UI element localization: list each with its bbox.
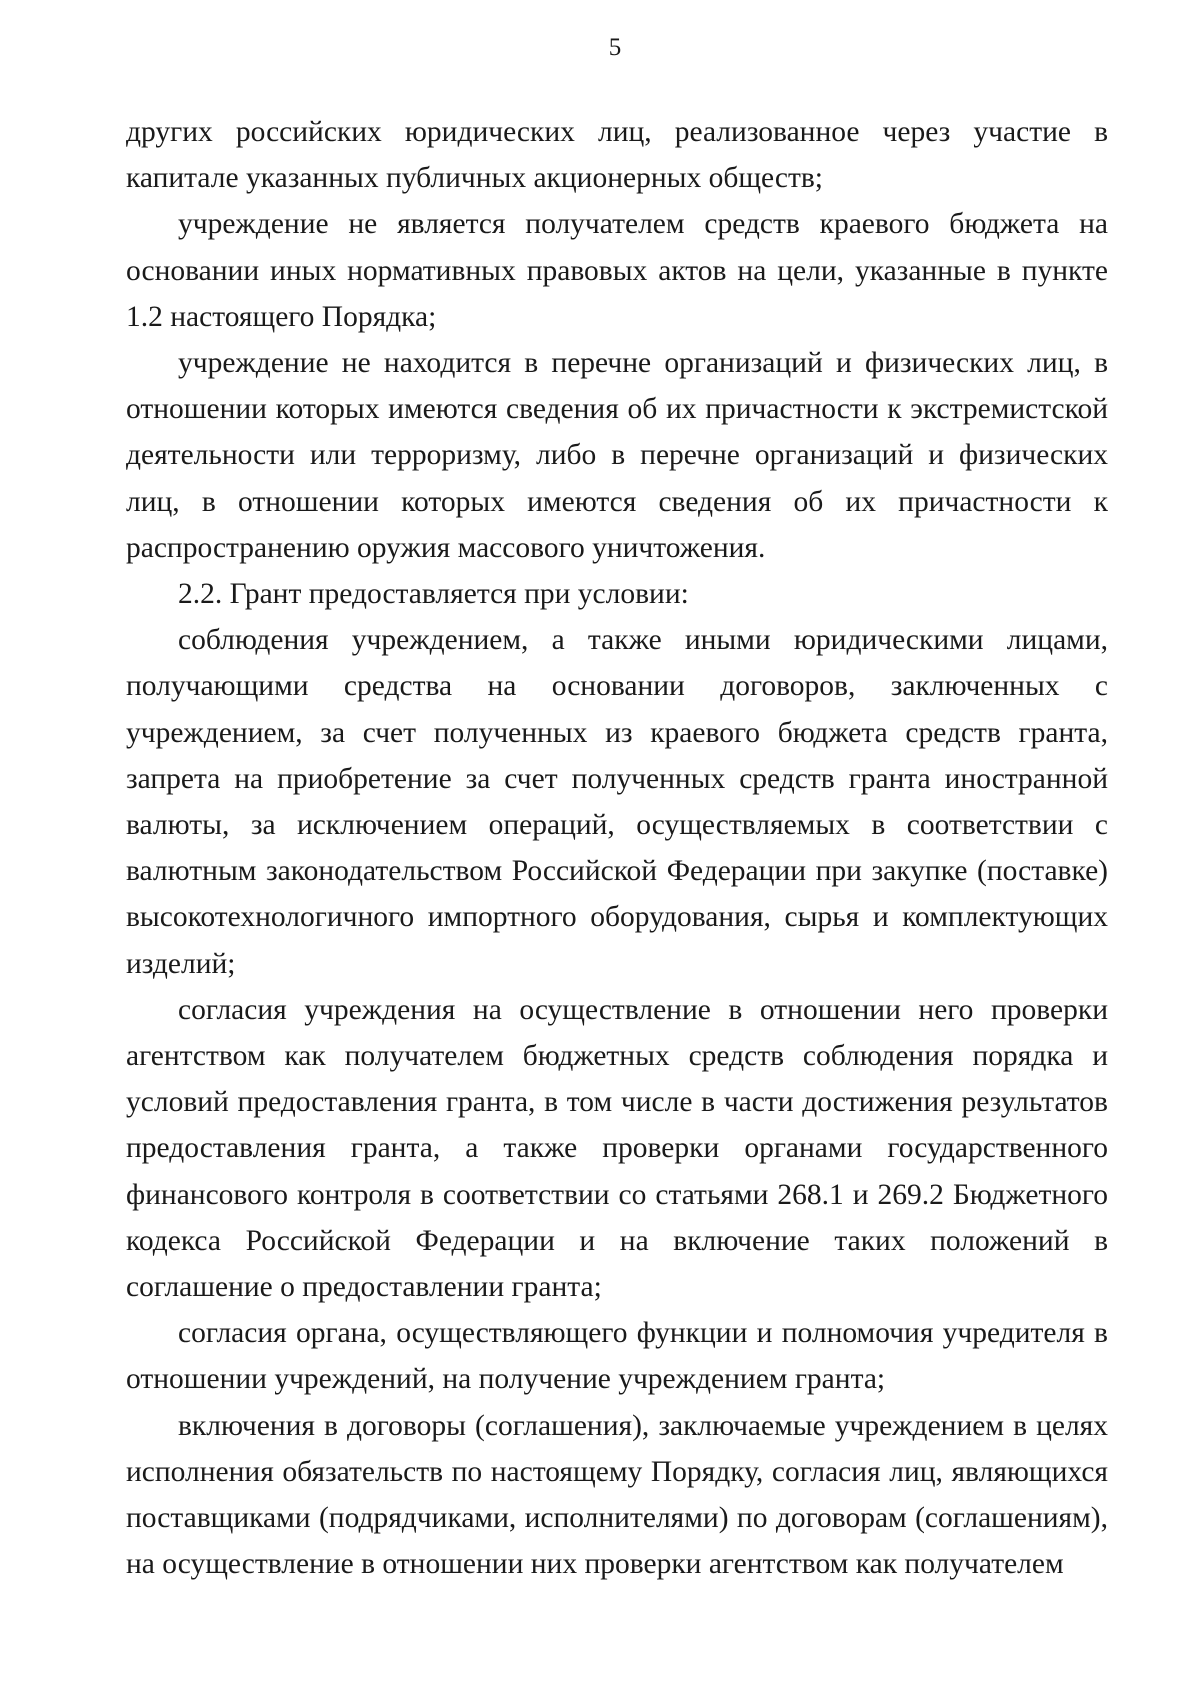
paragraph-not-recipient: учреждение не является получателем средств краевого бюджета на основании иных нормативных правовых актов на цели, указанные в пункте 1.2 настоящего Порядка; [126, 208, 1108, 333]
paragraph-compliance: соблюдения учреждением, а также иными юридическими лицами, получающими средства на основании договоров, заключенных с учреждением, за счет полученных из краевого бюджета средств гранта, запрета на приобретение за счет полученных средств гранта иностранной валюты, за исключением операций, осуществляемых в соответствии с валютным законодательством Российской Федерации при закупке (поставке) высокотехнологичного импортного оборудования, сырья и комплектующих изделий; [126, 624, 1108, 980]
paragraph-consent-founder: согласия органа, осуществляющего функции и полномочия учредителя в отношении учреждений, на получение учреждением гранта; [126, 1317, 1108, 1396]
page-number: 5 [608, 34, 622, 61]
paragraph-contract-inclusion: включения в договоры (соглашения), заключаемые учреждением в целях исполнения обязательств по настоящему Порядку, согласия лиц, являющихся поставщиками (подрядчиками, исполнителями) по договорам (соглашениям), на осуществление в отношении них проверки агентством как получателем [126, 1409, 1108, 1581]
paragraph-continuation: других российских юридических лиц, реализованное через участие в капитале указанных публичных акционерных обществ; [126, 116, 1108, 195]
paragraph-consent-inspection: согласия учреждения на осуществление в отношении него проверки агентством как получателем бюджетных средств соблюдения порядка и условий предоставления гранта, в том числе в части достижения результатов предоставления гранта, а также проверки органами государственного финансового контроля в соответствии со статьями 268.1 и 269.2 Бюджетного кодекса Российской Федерации и на включение таких положений в соглашение о предоставлении гранта; [126, 993, 1108, 1304]
paragraph-not-in-list: учреждение не находится в перечне организаций и физических лиц, в отношении которых имеются сведения об их причастности к экстремистской деятельности или терроризму, либо в перечне организаций и физических лиц, в отношении которых имеются сведения об их причастности к распространению оружия массового уничтожения. [126, 347, 1108, 564]
document-body [126, 109, 1108, 1588]
section-2-2-heading: 2.2. Грант предоставляется при условии: [178, 578, 689, 611]
